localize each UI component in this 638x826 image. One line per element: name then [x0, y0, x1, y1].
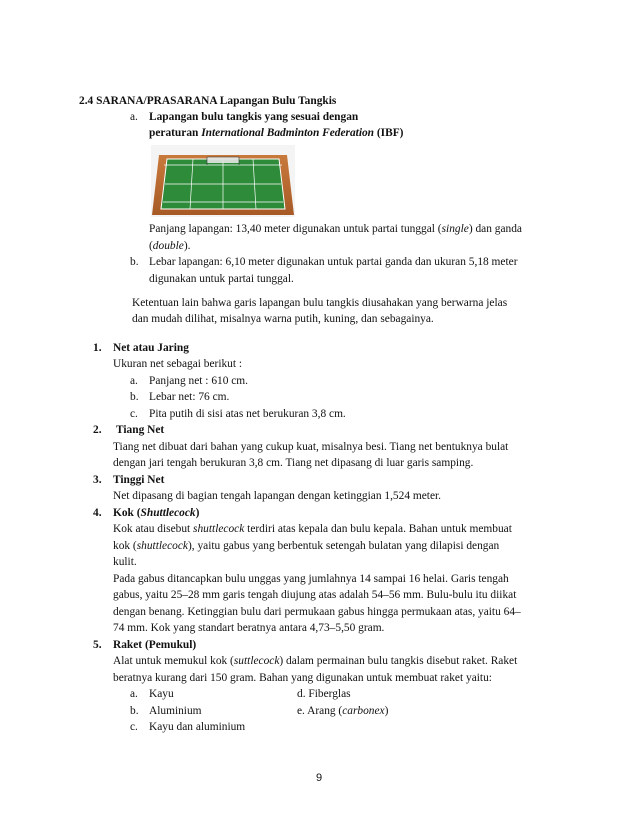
- tinggi-number: 3.: [93, 474, 102, 486]
- kok-line1: [113, 523, 512, 537]
- kok-line7: 74 mm. Kok yang standart beratnya antara 4,73–5,50 gram.: [113, 622, 385, 634]
- raket-number: 5.: [93, 639, 102, 651]
- kok-line1-post: terdiri atas kepala dan bulu kepala. Bahan untuk membuat: [247, 523, 512, 535]
- panjang-line2-post: ).: [183, 240, 191, 252]
- panjang-line1-post: ) dan ganda: [468, 223, 522, 235]
- net-item-c-prefix: c.: [130, 408, 138, 420]
- net-item-b-text: Lebar net: 76 cm.: [149, 391, 230, 403]
- item-b-prefix: b.: [130, 256, 139, 268]
- tinggi-heading: Tinggi Net: [113, 474, 165, 486]
- item-a-prefix: a.: [130, 111, 138, 123]
- tiang-number: 2.: [93, 424, 102, 436]
- item-a-line2-post: (IBF): [376, 127, 404, 139]
- panjang-line1-pre: Panjang lapangan: 13,40 meter digunakan untuk partai tunggal (: [149, 223, 442, 235]
- panjang-line2: [149, 240, 190, 254]
- raket-item-e-pre: e. Arang (: [297, 705, 343, 717]
- kok-heading-pre: Kok (: [113, 507, 141, 519]
- kok-line2-post: ), yaitu gabus yang berbentuk setengah bulatan yang dilapisi dengan: [187, 540, 500, 552]
- ketentuan-line1: Ketentuan lain bahwa garis lapangan bulu tangkis diusahakan yang berwarna jelas: [132, 297, 508, 309]
- net-heading: Net atau Jaring: [113, 342, 189, 354]
- kok-line2-pre: kok (: [113, 540, 137, 552]
- raket-item-a-text: Kayu: [149, 688, 174, 700]
- raket-item-b-text: Aluminium: [149, 705, 202, 717]
- raket-line1: [113, 655, 517, 669]
- raket-item-c-prefix: c.: [130, 721, 138, 733]
- kok-heading-italic: Shuttlecock: [140, 507, 196, 519]
- raket-line1-post: ) dalam permainan bulu tangkis disebut raket. Raket: [279, 655, 518, 667]
- kok-line2: [113, 540, 499, 554]
- kok-number: 4.: [93, 507, 102, 519]
- net-item-b-prefix: b.: [130, 391, 139, 403]
- raket-heading: Raket (Pemukul): [113, 639, 197, 651]
- kok-line2-italic: shuttlecock: [136, 540, 188, 552]
- raket-item-e-italic: carbonex: [342, 705, 385, 717]
- kok-line3: kulit.: [113, 556, 137, 568]
- net-intro: Ukuran net sebagai berikut :: [113, 358, 243, 370]
- panjang-line1-italic: single: [441, 223, 469, 235]
- panjang-line1: [149, 223, 522, 237]
- raket-item-e-post: ): [384, 705, 389, 717]
- tiang-line1: Tiang net dibuat dari bahan yang cukup kuat, misalnya besi. Tiang net bentuknya bulat: [113, 441, 509, 453]
- item-a-line2-italic: International Badminton Federation: [201, 127, 375, 139]
- net-item-a-text: Panjang net : 610 cm.: [149, 375, 249, 387]
- section-title: 2.4 SARANA/PRASARANA Lapangan Bulu Tangkis: [79, 95, 337, 107]
- kok-heading-post: ): [195, 507, 200, 519]
- item-b-line1: Lebar lapangan: 6,10 meter digunakan untuk partai ganda dan ukuran 5,18 meter: [149, 256, 518, 268]
- raket-line1-pre: Alat untuk memukul kok (: [113, 655, 234, 667]
- net-number: 1.: [93, 342, 102, 354]
- raket-line2: beratnya kurang dari 150 gram. Bahan yang digunakan untuk membuat raket yaitu:: [113, 672, 492, 684]
- raket-item-c-text: Kayu dan aluminium: [149, 721, 246, 733]
- kok-line6: dengan benang. Ketinggian bulu dari permukaan gabus hingga permukaan atas, yaitu 64–: [113, 606, 521, 618]
- ketentuan-line2: dan mudah dilihat, misalnya warna putih, kuning, dan sebagainya.: [132, 313, 434, 325]
- net-item-c-text: Pita putih di sisi atas net berukuran 3,8 cm.: [149, 408, 346, 420]
- tiang-line2: dengan jari tengah berukuran 3,8 cm. Tiang net dipasang di luar garis samping.: [113, 457, 474, 469]
- item-a-line2-pre: peraturan: [149, 127, 199, 139]
- kok-line4: Pada gabus ditancapkan bulu unggas yang jumlahnya 14 sampai 16 helai. Garis tengah: [113, 573, 509, 585]
- kok-line5: gabus, yaitu 25–28 mm garis tengah diujung atas adalah 54–56 mm. Bulu-bulu itu diikat: [113, 589, 517, 601]
- raket-item-e-text: [297, 705, 388, 719]
- raket-item-b-prefix: b.: [130, 705, 139, 717]
- panjang-line2-pre: (: [149, 240, 153, 252]
- item-a-line1: Lapangan bulu tangkis yang sesuai dengan: [149, 111, 359, 123]
- net-item-a-prefix: a.: [130, 375, 138, 387]
- badminton-court-image: [151, 145, 295, 217]
- raket-item-d-text: d. Fiberglas: [297, 688, 351, 700]
- kok-line1-italic: shuttlecock: [193, 523, 245, 535]
- item-a-line2: [149, 127, 403, 141]
- raket-line1-italic: suttlecock: [233, 655, 280, 667]
- page-number: 9: [315, 772, 323, 784]
- tinggi-line1: Net dipasang di bagian tengah lapangan dengan ketinggian 1,524 meter.: [113, 490, 442, 502]
- tiang-heading: Tiang Net: [116, 424, 165, 436]
- raket-item-a-prefix: a.: [130, 688, 138, 700]
- kok-heading: [113, 507, 199, 521]
- panjang-line2-italic: double: [152, 240, 184, 252]
- item-b-line2: digunakan untuk partai tunggal.: [149, 273, 294, 285]
- kok-line1-pre: Kok atau disebut: [113, 523, 191, 535]
